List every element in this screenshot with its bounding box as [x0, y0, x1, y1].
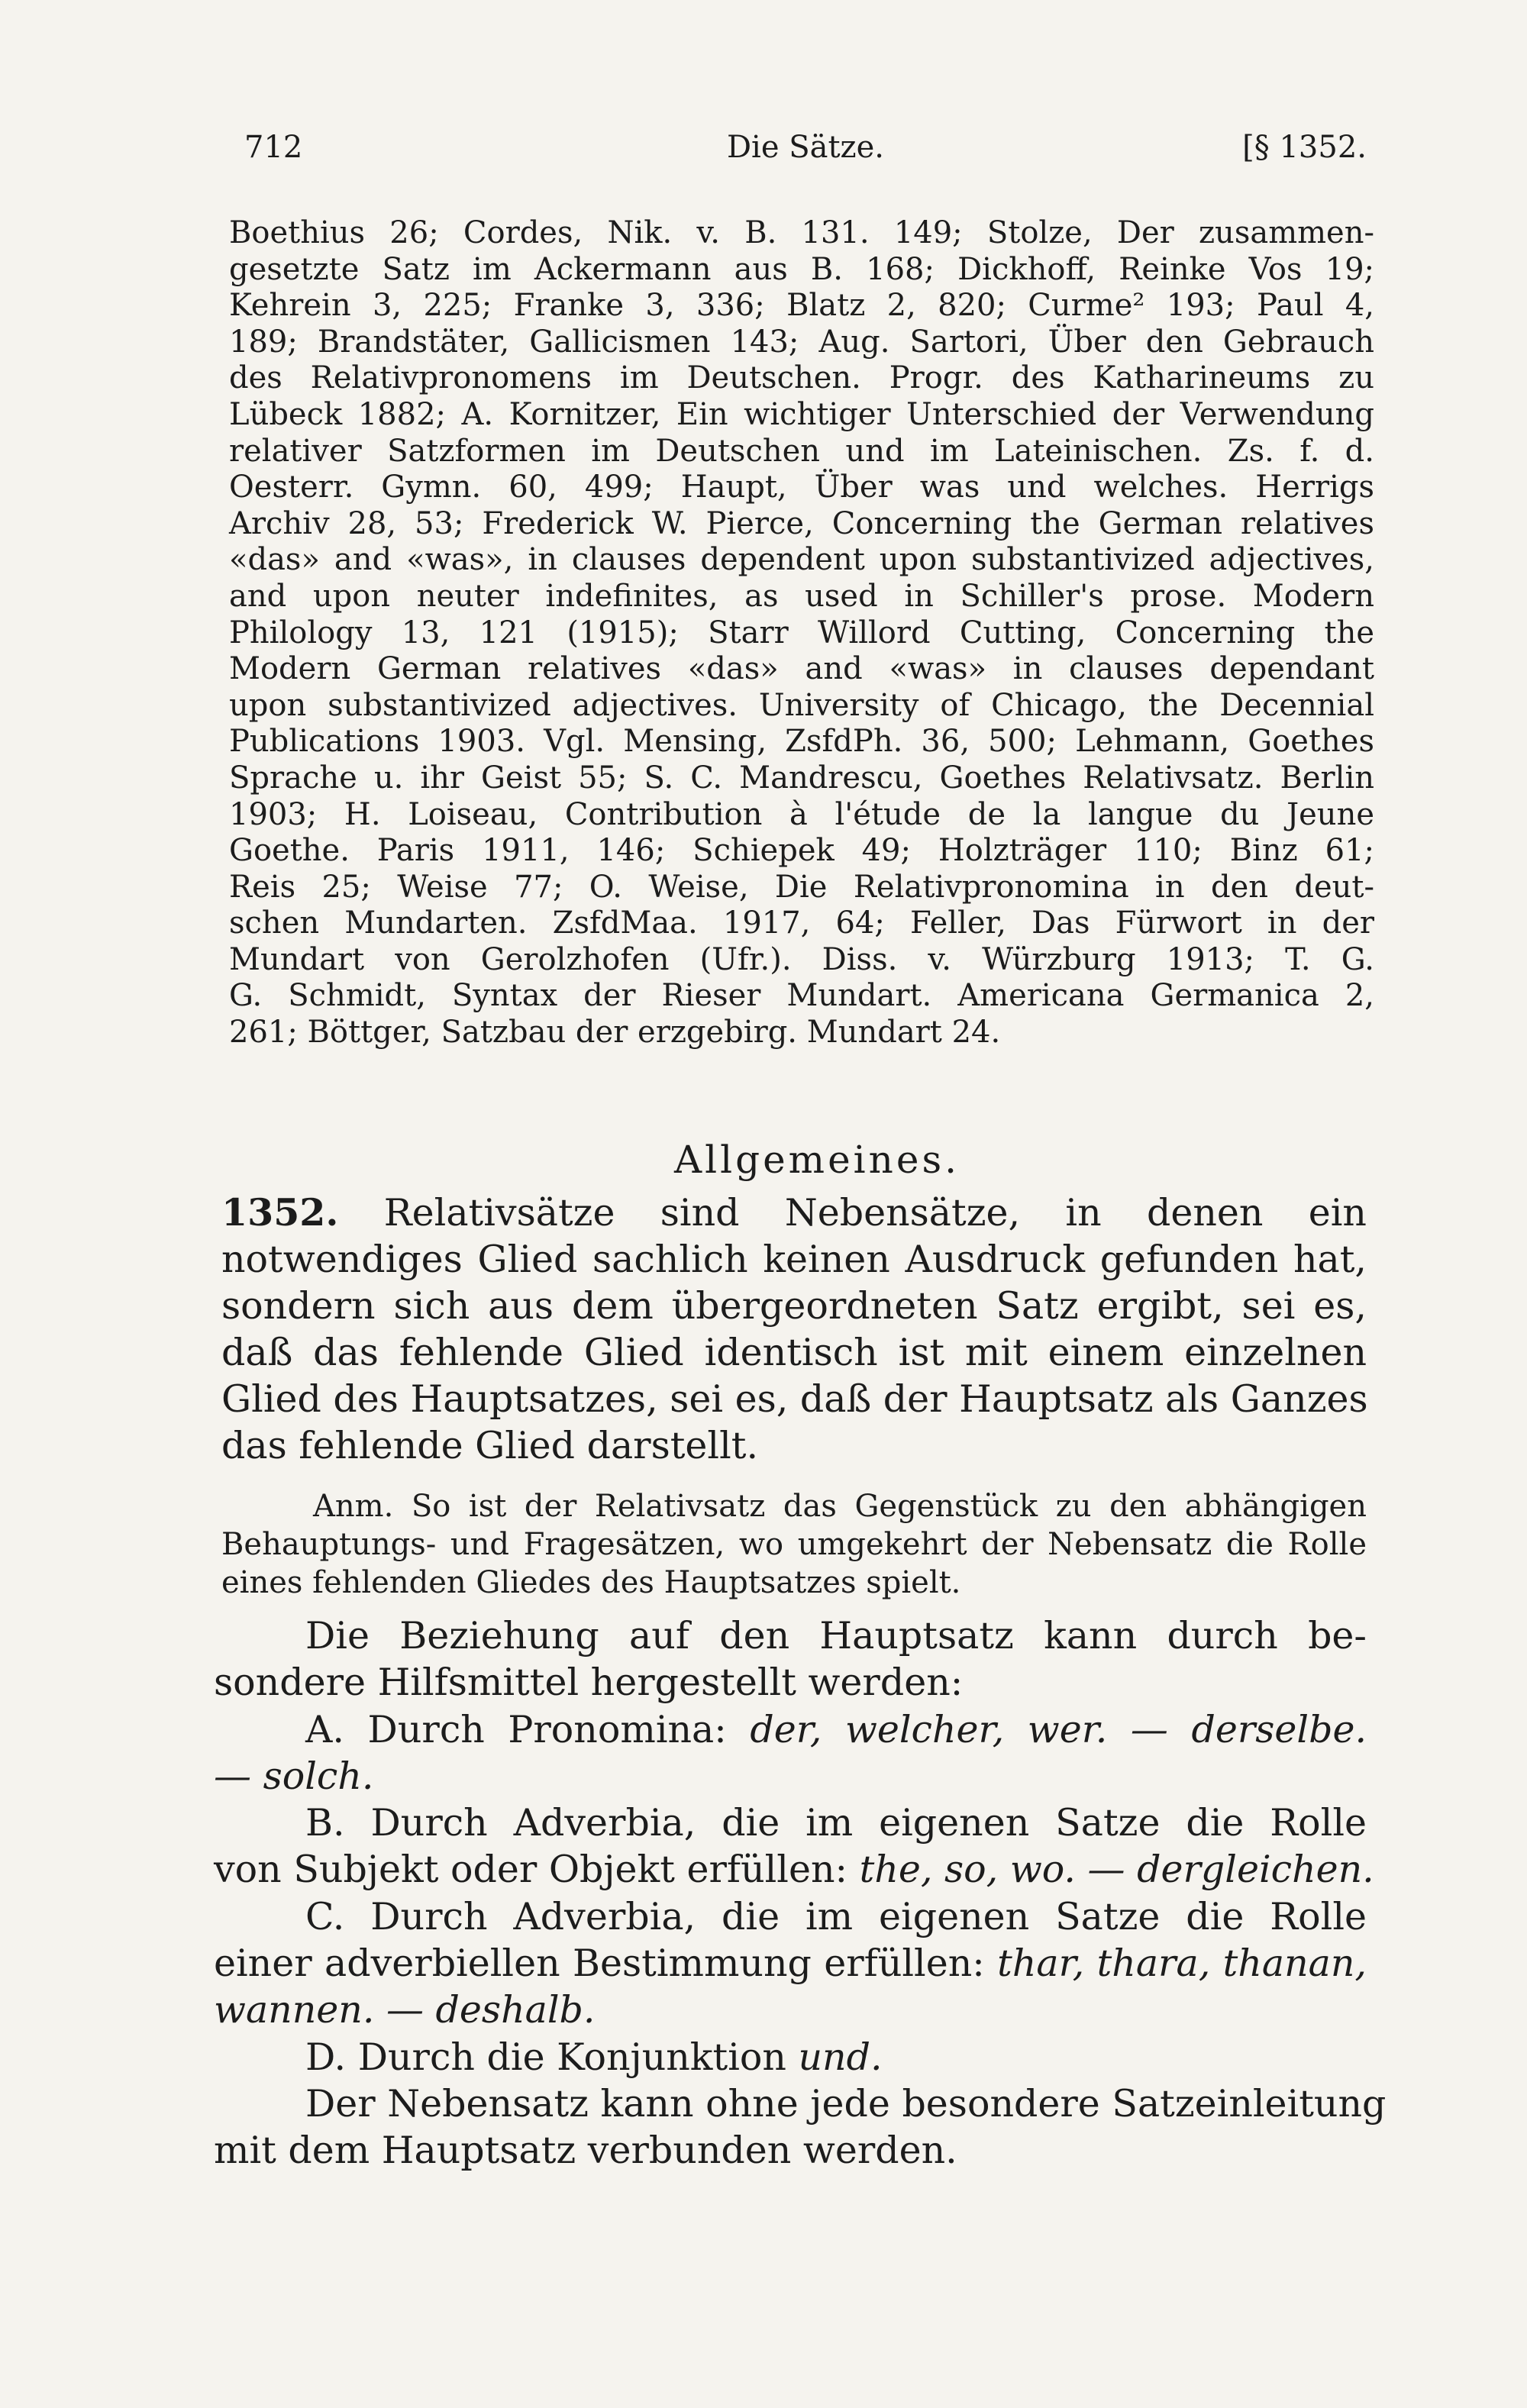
bibliography-line: schen Mundarten. ZsfdMaa. 1917, 64; Feller, Das Fürwort in der — [229, 905, 1374, 941]
item-a-examples: der, welcher, wer. — derselbe. — [750, 1707, 1367, 1751]
item-d-example: und. — [798, 2035, 883, 2079]
anmerkung-line: Anm. So ist der Relativsatz das Gegenstück zu den abhängigen — [313, 1489, 1367, 1524]
bibliography-line: des Relativpronomens im Deutschen. Progr. des Katharineums zu — [229, 360, 1374, 396]
item-c-examples: thar, thara, thanan, — [997, 1942, 1367, 1986]
bibliography-line: 189; Brandstäter, Gallicismen 143; Aug. Sartori, Über den Gebrauch — [229, 324, 1374, 360]
bibliography-line: «das» and «was», in clauses dependent upon substantivized adjectives, — [229, 542, 1374, 578]
paragraph-line: Glied des Hauptsatzes, sei es, daß der Hauptsatz als Ganzes — [221, 1377, 1368, 1421]
item-a-continuation: — solch. — [214, 1754, 374, 1798]
item-c-examples-cont: wannen. — deshalb. — [214, 1988, 596, 2032]
bibliography-line: Philology 13, 121 (1915); Starr Willord Cutting, Concerning the — [229, 615, 1374, 650]
bibliography-line: Kehrein 3, 225; Franke 3, 336; Blatz 2, 820; Curme² 193; Paul 4, — [229, 288, 1374, 324]
item-c-text: einer adverbiellen Bestimmung erfüllen: — [214, 1942, 985, 1986]
section-reference: [§ 1352. — [1242, 130, 1367, 165]
bibliography-line: 1903; H. Loiseau, Contribution à l'étude de la langue du Jeune — [229, 796, 1374, 832]
bibliography-block — [229, 215, 1374, 1051]
beziehung-line: Die Beziehung auf den Hauptsatz kann durch be- — [305, 1614, 1367, 1658]
bibliography-line: G. Schmidt, Syntax der Rieser Mundart. Americana Germanica 2, — [229, 978, 1374, 1014]
item-a-line — [214, 1706, 1367, 1753]
bibliography-line: gesetzte Satz im Ackermann aus B. 168; Dickhoff, Reinke Vos 19; — [229, 251, 1374, 287]
bibliography-line: relativer Satzformen im Deutschen und im Lateinischen. Zs. f. d. — [229, 433, 1374, 469]
beziehung-line: sondere Hilfsmittel hergestellt werden: — [214, 1661, 964, 1705]
running-header — [244, 130, 1367, 183]
item-d-line — [214, 2034, 1367, 2080]
bibliography-line: Mundart von Gerolzhofen (Ufr.). Diss. v. Würzburg 1913; T. G. — [229, 941, 1374, 977]
paragraph-line: sondern sich aus dem übergeordneten Satz ergibt, sei es, — [221, 1284, 1367, 1328]
bibliography-line: Modern German relatives «das» and «was» in clauses dependant — [229, 651, 1374, 687]
item-b-line: B. Durch Adverbia, die im eigenen Satze die Rolle — [305, 1801, 1367, 1845]
item-c-line — [214, 1940, 1367, 1987]
anmerkung-line: eines fehlenden Gliedes des Hauptsatzes spielt. — [221, 1565, 961, 1600]
item-c-line: C. Durch Adverbia, die im eigenen Satze die Rolle — [305, 1894, 1367, 1938]
item-b-text: von Subjekt oder Objekt erfüllen: — [214, 1848, 848, 1892]
paragraph-line: das fehlende Glied darstellt. — [221, 1424, 759, 1467]
closing-line: mit dem Hauptsatz verbunden werden. — [214, 2129, 957, 2173]
bibliography-line: Publications 1903. Vgl. Mensing, ZsfdPh. 36, 500; Lehmann, Goethes — [229, 724, 1374, 760]
bibliography-line: Sprache u. ihr Geist 55; S. C. Mandrescu, Goethes Relativsatz. Berlin — [229, 760, 1374, 796]
item-a-text: A. Durch Pronomina: — [305, 1707, 727, 1751]
paragraph-line: Relativsätze sind Nebensätze, in denen ein — [383, 1191, 1367, 1235]
bibliography-line: Reis 25; Weise 77; O. Weise, Die Relativpronomina in den deut- — [229, 869, 1374, 905]
closing-line: Der Nebensatz kann ohne jede besondere Satzeinleitung — [305, 2081, 1387, 2126]
anmerkung-block — [221, 1487, 1367, 1602]
paragraph-number: 1352. — [221, 1190, 339, 1235]
bibliography-line: upon substantivized adjectives. University of Chicago, the Decennial — [229, 687, 1374, 723]
bibliography-line: 261; Böttger, Satzbau der erzgebirg. Mundart 24. — [229, 1015, 1001, 1051]
running-title: Die Sätze. — [726, 130, 885, 165]
paragraph-1352 — [221, 1189, 1367, 1469]
bibliography-line: Oesterr. Gymn. 60, 499; Haupt, Über was und welches. Herrigs — [229, 470, 1374, 505]
bibliography-line: Archiv 28, 53; Frederick W. Pierce, Concerning the German relatives — [229, 505, 1374, 541]
item-b-examples: the, so, wo. — dergleichen. — [859, 1848, 1374, 1892]
anmerkung-line: Behauptungs- und Fragesätzen, wo umgekehrt der Nebensatz die Rolle — [221, 1527, 1367, 1562]
item-d-text: D. Durch die Konjunktion — [305, 2035, 786, 2079]
section-heading: Allgemeines. — [673, 1138, 960, 1182]
paragraph-line: notwendiges Glied sachlich keinen Ausdruck gefunden hat, — [221, 1238, 1367, 1281]
item-b-line — [214, 1846, 1374, 1893]
bibliography-line: Goethe. Paris 1911, 146; Schiepek 49; Holzträger 110; Binz 61; — [229, 833, 1374, 869]
paragraph-line: daß das fehlende Glied identisch ist mit einem einzelnen — [221, 1331, 1367, 1374]
bibliography-line: and upon neuter indefinites, as used in Schiller's prose. Modern — [229, 578, 1374, 614]
relation-means-section — [214, 1612, 1387, 2174]
bibliography-line: Lübeck 1882; A. Kornitzer, Ein wichtiger Unterschied der Verwendung — [229, 396, 1374, 432]
page-number: 712 — [244, 130, 303, 165]
bibliography-line: Boethius 26; Cordes, Nik. v. B. 131. 149; Stolze, Der zusammen- — [229, 215, 1374, 250]
